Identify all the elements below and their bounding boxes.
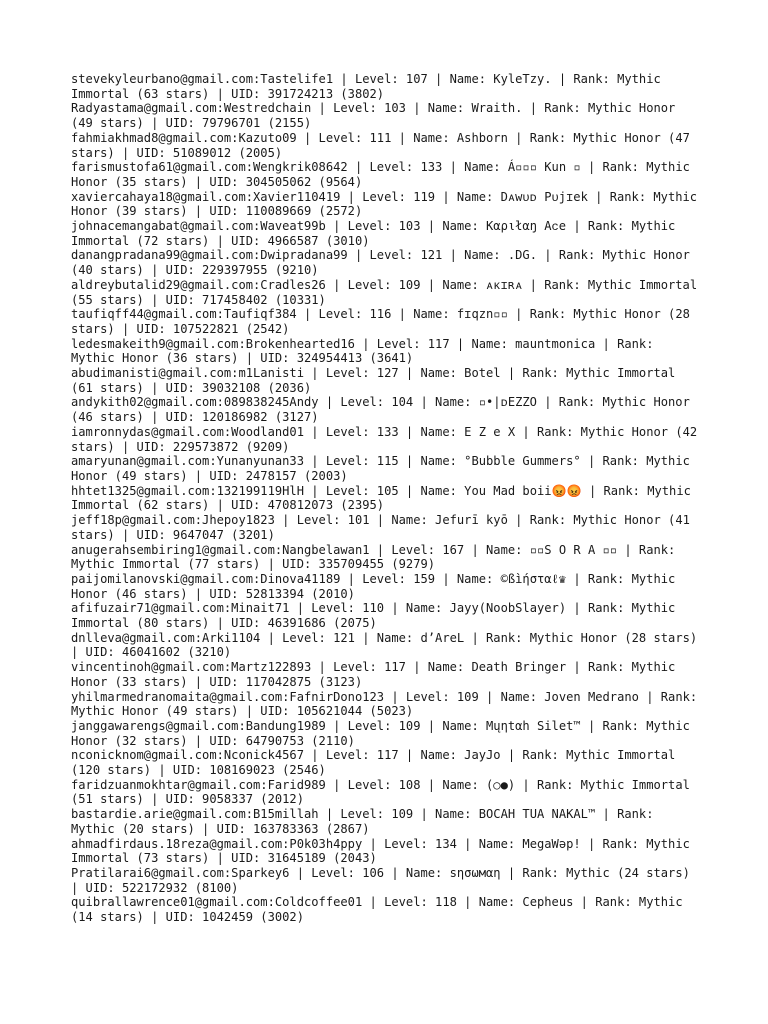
list-item: stevekyleurbano@gmail.com:Tastelife1 | Level: 107 | Name: KyleTzy. | Rank: Mythic Immortal (63 stars) | UID: 391724213 (3802) [71, 72, 661, 101]
list-item: vincentinoh@gmail.com:Martz122893 | Level: 117 | Name: Death Bringer | Rank: Mythic Honor (33 stars) | UID: 117042875 (3123) [71, 660, 676, 689]
list-item: yhilmarmedranomaita@gmail.com:FafnirDono123 | Level: 109 | Name: Joven Medrano | Rank: Mythic Honor (49 stars) | UID: 105621044 (5023) [71, 689, 698, 719]
account-list [71, 72, 701, 925]
list-item: ahmadfirdaus.18reza@gmail.com:P0k03h4ppy | Level: 134 | Name: MegaWəp! | Rank: Mythic Immortal (73 stars) | UID: 31645189 (2043) [71, 836, 690, 866]
list-item: andykith02@gmail.com:089838245Andy | Level: 104 | Name: ▫•|ᴅEZZO | Rank: Mythic Honor (46 stars) | UID: 120186982 (3127) [71, 395, 690, 425]
list-item: quibrallawrence01@gmail.com:Coldcoffee01 | Level: 118 | Name: Cepheus | Rank: Mythic (14 stars) | UID: 1042459 (3002) [71, 895, 683, 925]
list-item: xaviercahaya18@gmail.com:Xavier110419 | Level: 119 | Name: Dᴀwᴜᴅ Pᴜjɪek | Rank: Mythic Honor (39 stars) | UID: 110089669 (2572) [71, 189, 698, 219]
list-item: jeff18p@gmail.com:Jhepoy1823 | Level: 101 | Name: Jefurī kyō | Rank: Mythic Honor (41 stars) | UID: 9647047 (3201) [71, 513, 690, 542]
list-item: anugerahsembiring1@gmail.com:Nangbelawan1 | Level: 167 | Name: ▫▫S O R A ▫▫ | Rank: Mythic Immortal (77 stars) | UID: 335709455 (9279) [71, 542, 676, 572]
list-item: dnlleva@gmail.com:Arki1104 | Level: 121 | Name: d’AreL | Rank: Mythic Honor (28 stars) | UID: 46041602 (3210) [71, 630, 698, 660]
list-item: Radyastama@gmail.com:Westredchain | Level: 103 | Name: Wraith. | Rank: Mythic Honor (49 stars) | UID: 79796701 (2155) [71, 101, 676, 131]
list-item: janggawarengs@gmail.com:Bandung1989 | Level: 109 | Name: Mųηtαh Silet™ | Rank: Mythic Honor (32 stars) | UID: 64790753 (2110) [71, 718, 690, 748]
list-item: paijomilanovski@gmail.com:Dinova41189 | Level: 159 | Name: ©ßìήσταℓ♛ | Rank: Mythic Honor (46 stars) | UID: 52813394 (2010) [71, 571, 676, 601]
list-item: afifuzair71@gmail.com:Minait71 | Level: 110 | Name: Jayy(NoobSlayer) | Rank: Mythic Immortal (80 stars) | UID: 46391686 (2075) [71, 601, 676, 631]
list-item: farismustofa61@gmail.com:Wengkrik08642 | Level: 133 | Name: Á▫▫▫ Kun ▫ | Rank: Mythic Honor (35 stars) | UID: 304505062 (9564) [71, 160, 690, 189]
list-item: Pratilarai6@gmail.com:Sparkey6 | Level: 106 | Name: ѕησωмαη | Rank: Mythic (24 stars) | UID: 522172932 (8100) [71, 865, 690, 895]
list-item: fahmiakhmad8@gmail.com:Kazuto09 | Level: 111 | Name: Ashborn | Rank: Mythic Honor (47 stars) | UID: 51089012 (2005) [71, 130, 690, 160]
list-item: iamronnydas@gmail.com:Woodland01 | Level: 133 | Name: E Z e X | Rank: Mythic Honor (42 stars) | UID: 229573872 (9209) [71, 424, 698, 454]
list-item: faridzuanmokhtar@gmail.com:Farid989 | Level: 108 | Name: (○●) | Rank: Mythic Immortal (51 stars) | UID: 9058337 (2012) [71, 777, 690, 807]
list-item: aldreybutalid29@gmail.com:Cradles26 | Level: 109 | Name: ᴀᴋɪʀᴀ | Rank: Mythic Immortal (55 stars) | UID: 717458402 (10331) [71, 277, 698, 307]
list-item: bastardie.arie@gmail.com:B15millah | Level: 109 | Name: BOCAH TUA NAKAL™ | Rank: Mythic (20 stars) | UID: 163783363 (2867) [71, 807, 654, 836]
list-item: danangpradana99@gmail.com:Dwipradana99 | Level: 121 | Name: .DG. | Rank: Mythic Honor (40 stars) | UID: 229397955 (9210) [71, 248, 690, 278]
list-item: johnacemangabat@gmail.com:Waveat99b | Level: 103 | Name: Kαριłαŋ Aᴄe | Rank: Mythic Immortal (72 stars) | UID: 4966587 (3010) [71, 219, 676, 248]
list-item: hhtet1325@gmail.com:132199119HlH | Level: 105 | Name: You Mad boii😡😡 | Rank: Mythic Immortal (62 stars) | UID: 470812073 (2395) [71, 483, 691, 513]
list-item: abudimanisti@gmail.com:m1Lanisti | Level: 127 | Name: Botel | Rank: Mythic Immortal (61 stars) | UID: 39032108 (2036) [71, 366, 676, 395]
list-item: nconicknom@gmail.com:Nconick4567 | Level: 117 | Name: JayJo | Rank: Mythic Immortal (120 stars) | UID: 108169023 (2546) [71, 748, 676, 778]
list-item: amaryunan@gmail.com:Yunanyunan33 | Level: 115 | Name: °Bubble Gummers° | Rank: Mythic Honor (49 stars) | UID: 2478157 (2003) [71, 454, 690, 483]
list-item: taufiqff44@gmail.com:Taufiqf384 | Level: 116 | Name: fɪqzn▫▫ | Rank: Mythic Honor (28 stars) | UID: 107522821 (2542) [71, 307, 690, 336]
list-item: ledesmakeith9@gmail.com:Brokenhearted16 | Level: 117 | Name: mauntmonica | Rank: Mythic Honor (36 stars) | UID: 324954413 (3641) [71, 336, 654, 366]
